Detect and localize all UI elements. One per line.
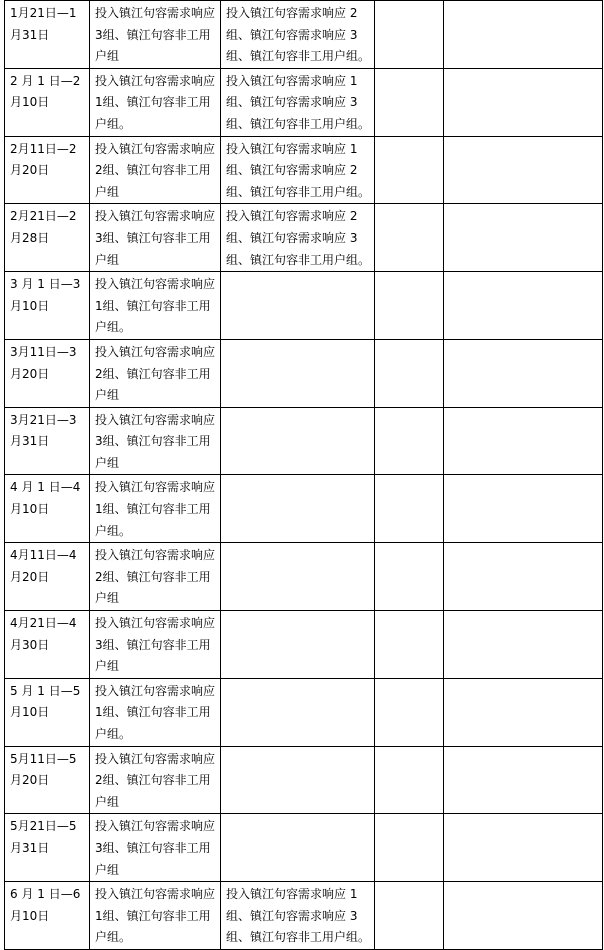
group-cell-secondary: 投入镇江句容需求响应 1组、镇江句容需求响应 3组、镇江句容非工用户组。: [221, 68, 375, 136]
group-cell: 投入镇江句容需求响应2组、镇江句容非工用户组: [90, 339, 221, 407]
empty-cell: [375, 543, 444, 611]
date-cell: 2月11日—2月20日: [5, 136, 90, 204]
table-row: [5, 746, 603, 814]
group-cell: 投入镇江句容需求响应1组、镇江句容非工用户组。: [90, 475, 221, 543]
table-row: [5, 68, 603, 136]
group-cell-secondary: 投入镇江句容需求响应 2组、镇江句容需求响应 3组、镇江句容非工用户组。: [221, 1, 375, 69]
empty-cell: [375, 136, 444, 204]
empty-cell: [375, 611, 444, 679]
table-row: [5, 272, 603, 340]
group-cell-secondary: [221, 746, 375, 814]
empty-cell: [444, 272, 603, 340]
group-cell: 投入镇江句容需求响应3组、镇江句容非工用户组: [90, 204, 221, 272]
empty-cell: [375, 339, 444, 407]
group-cell: 投入镇江句容需求响应1组、镇江句容非工用户组。: [90, 272, 221, 340]
empty-cell: [444, 746, 603, 814]
empty-cell: [375, 678, 444, 746]
group-cell-secondary: [221, 407, 375, 475]
group-cell: 投入镇江句容需求响应2组、镇江句容非工用户组: [90, 543, 221, 611]
group-cell-secondary: [221, 611, 375, 679]
empty-cell: [444, 611, 603, 679]
date-cell: 4月21日—4月30日: [5, 611, 90, 679]
empty-cell: [444, 475, 603, 543]
date-cell: 2月21日—2月28日: [5, 204, 90, 272]
table-row: [5, 882, 603, 950]
date-cell: 5 月 1 日—5月10日: [5, 678, 90, 746]
group-cell-secondary: 投入镇江句容需求响应 1组、镇江句容需求响应 2组、镇江句容非工用户组。: [221, 136, 375, 204]
empty-cell: [375, 1, 444, 69]
date-cell: 3月11日—3月20日: [5, 339, 90, 407]
group-cell: 投入镇江句容需求响应1组、镇江句容非工用户组。: [90, 68, 221, 136]
empty-cell: [375, 882, 444, 950]
empty-cell: [444, 814, 603, 882]
date-cell: 6 月 1 日—6月10日: [5, 882, 90, 950]
empty-cell: [375, 814, 444, 882]
table-row: [5, 407, 603, 475]
group-cell: 投入镇江句容需求响应3组、镇江句容非工用户组: [90, 814, 221, 882]
table-row: [5, 475, 603, 543]
table-row: [5, 204, 603, 272]
table-row: [5, 678, 603, 746]
date-cell: 4月11日—4月20日: [5, 543, 90, 611]
table-row: [5, 611, 603, 679]
group-cell-secondary: 投入镇江句容需求响应 1组、镇江句容需求响应 3组、镇江句容非工用户组。: [221, 882, 375, 950]
empty-cell: [444, 1, 603, 69]
group-cell-secondary: [221, 272, 375, 340]
date-cell: 1月21日—1月31日: [5, 1, 90, 69]
table-row: [5, 339, 603, 407]
group-cell: 投入镇江句容需求响应3组、镇江句容非工用户组: [90, 1, 221, 69]
date-cell: 5月11日—5月20日: [5, 746, 90, 814]
empty-cell: [444, 68, 603, 136]
date-cell: 2 月 1 日—2月10日: [5, 68, 90, 136]
empty-cell: [375, 204, 444, 272]
group-cell-secondary: 投入镇江句容需求响应 2组、镇江句容需求响应 3组、镇江句容非工用户组。: [221, 204, 375, 272]
empty-cell: [444, 407, 603, 475]
empty-cell: [444, 339, 603, 407]
empty-cell: [444, 543, 603, 611]
empty-cell: [444, 882, 603, 950]
empty-cell: [375, 475, 444, 543]
group-cell: 投入镇江句容需求响应3组、镇江句容非工用户组: [90, 407, 221, 475]
empty-cell: [375, 68, 444, 136]
table-row: [5, 814, 603, 882]
group-cell-secondary: [221, 475, 375, 543]
group-cell: 投入镇江句容需求响应3组、镇江句容非工用户组: [90, 611, 221, 679]
table-row: [5, 543, 603, 611]
empty-cell: [444, 678, 603, 746]
group-cell: 投入镇江句容需求响应2组、镇江句容非工用户组: [90, 746, 221, 814]
empty-cell: [375, 272, 444, 340]
empty-cell: [444, 136, 603, 204]
table-row: [5, 136, 603, 204]
group-cell-secondary: [221, 814, 375, 882]
empty-cell: [444, 204, 603, 272]
date-cell: 3月21日—3月31日: [5, 407, 90, 475]
group-cell-secondary: [221, 543, 375, 611]
table-row: [5, 1, 603, 69]
group-cell: 投入镇江句容需求响应1组、镇江句容非工用户组。: [90, 882, 221, 950]
date-cell: 3 月 1 日—3月10日: [5, 272, 90, 340]
group-cell-secondary: [221, 339, 375, 407]
empty-cell: [375, 746, 444, 814]
date-cell: 4 月 1 日—4月10日: [5, 475, 90, 543]
empty-cell: [375, 407, 444, 475]
group-cell-secondary: [221, 678, 375, 746]
schedule-table: [4, 0, 603, 950]
group-cell: 投入镇江句容需求响应2组、镇江句容非工用户组: [90, 136, 221, 204]
date-cell: 5月21日—5月31日: [5, 814, 90, 882]
group-cell: 投入镇江句容需求响应1组、镇江句容非工用户组。: [90, 678, 221, 746]
